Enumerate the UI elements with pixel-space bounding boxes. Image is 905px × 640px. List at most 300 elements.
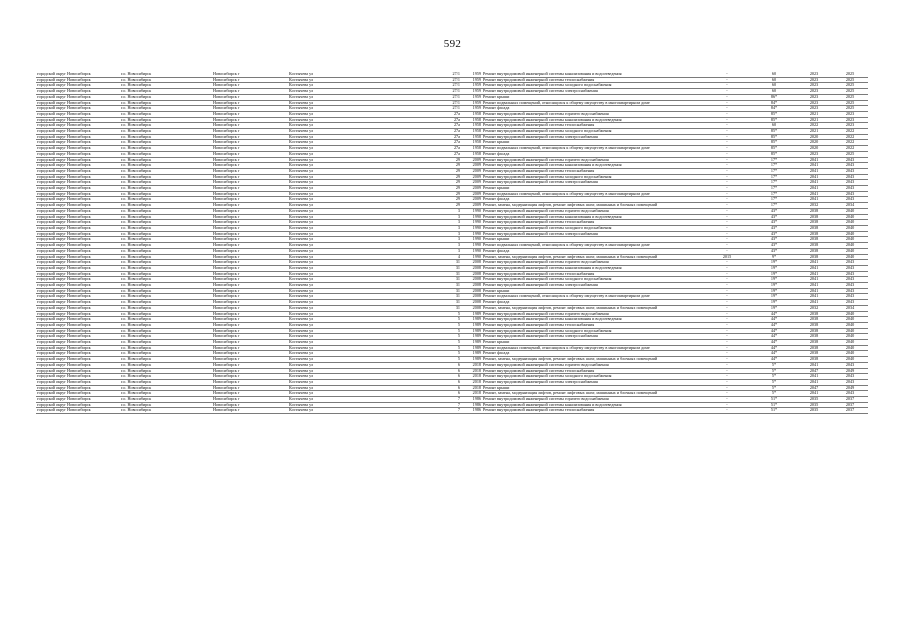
plan-end-year-cell: 2025 [832,106,868,112]
last-repair-year-cell: - [702,408,752,414]
work-type-cell: Ремонт внутридомовой инженерной системы электроснабжения [482,334,702,340]
settlement-cell: г.о. Новосибирск [120,305,212,311]
municipality-cell: городской округ Новосибирск [36,317,120,323]
wear-percent-cell: 17* [752,157,796,163]
build-year-cell: 1986 [461,408,482,414]
work-type-cell: Ремонт внутридомовой инженерной системы электроснабжения [482,180,702,186]
municipality-cell: городской округ Новосибирск [36,83,120,89]
house-number-cell: 29 [418,168,461,174]
municipality-cell: городской округ Новосибирск [36,225,120,231]
street-cell: Костычева ул [288,385,418,391]
work-type-cell: Ремонт внутридомовой инженерной системы электроснабжения [482,89,702,95]
settlement-cell: г.о. Новосибирск [120,203,212,209]
city-cell: Новосибирск г [212,243,288,249]
settlement-cell: г.о. Новосибирск [120,123,212,129]
house-number-cell: 27а [418,146,461,152]
settlement-cell: г.о. Новосибирск [120,402,212,408]
street-cell: Костычева ул [288,123,418,129]
settlement-cell: г.о. Новосибирск [120,243,212,249]
settlement-cell: г.о. Новосибирск [120,220,212,226]
city-cell: Новосибирск г [212,340,288,346]
last-repair-year-cell: - [702,220,752,226]
city-cell: Новосибирск г [212,328,288,334]
house-number-cell: 29 [418,203,461,209]
street-cell: Костычева ул [288,134,418,140]
city-cell: Новосибирск г [212,391,288,397]
wear-percent-cell: 60 [752,72,796,77]
plan-end-year-cell: 2043 [832,265,868,271]
plan-end-year-cell: 2043 [832,260,868,266]
street-cell: Костычева ул [288,72,418,77]
work-type-cell: Ремонт фасада [482,151,702,157]
street-cell: Костычева ул [288,277,418,283]
plan-start-year-cell: 2041 [796,191,832,197]
house-number-cell: 5 [418,351,461,357]
house-number-cell: 27а [418,123,461,129]
work-type-cell: Ремонт внутридомовой инженерной системы холодного водоснабжения [482,277,702,283]
plan-start-year-cell: 2023 [796,72,832,77]
plan-start-year-cell: 2038 [796,214,832,220]
city-cell: Новосибирск г [212,379,288,385]
plan-start-year-cell: 2041 [796,277,832,283]
plan-end-year-cell: 2043 [832,174,868,180]
plan-end-year-cell: 2043 [832,391,868,397]
city-cell: Новосибирск г [212,174,288,180]
settlement-cell: г.о. Новосибирск [120,197,212,203]
municipality-cell: городской округ Новосибирск [36,134,120,140]
plan-start-year-cell: 2035 [796,408,832,414]
city-cell: Новосибирск г [212,248,288,254]
wear-percent-cell: 17* [752,191,796,197]
plan-end-year-cell: 2043 [832,191,868,197]
work-type-cell: Ремонт, замена, модернизация лифтов, ремонт лифтовых шахт, машинных и блочных помещений [482,357,702,363]
work-type-cell: Ремонт внутридомовой инженерной системы холодного водоснабжения [482,174,702,180]
last-repair-year-cell: - [702,288,752,294]
plan-start-year-cell: 2041 [796,157,832,163]
wear-percent-cell: 19* [752,305,796,311]
build-year-cell: 1989 [461,322,482,328]
settlement-cell: г.о. Новосибирск [120,191,212,197]
city-cell: Новосибирск г [212,100,288,106]
municipality-cell: городской округ Новосибирск [36,408,120,414]
house-number-cell: 6 [418,391,461,397]
street-cell: Костычева ул [288,140,418,146]
plan-end-year-cell: 2025 [832,77,868,83]
city-cell: Новосибирск г [212,225,288,231]
settlement-cell: г.о. Новосибирск [120,288,212,294]
build-year-cell: 1959 [461,100,482,106]
settlement-cell: г.о. Новосибирск [120,225,212,231]
city-cell: Новосибирск г [212,129,288,135]
wear-percent-cell: 44* [752,311,796,317]
house-number-cell: 31 [418,305,461,311]
build-year-cell: 2009 [461,180,482,186]
city-cell: Новосибирск г [212,163,288,169]
wear-percent-cell: 43* [752,237,796,243]
plan-end-year-cell: 2043 [832,283,868,289]
city-cell: Новосибирск г [212,117,288,123]
build-year-cell: 1990 [461,237,482,243]
last-repair-year-cell: - [702,345,752,351]
street-cell: Костычева ул [288,248,418,254]
municipality-cell: городской округ Новосибирск [36,77,120,83]
settlement-cell: г.о. Новосибирск [120,340,212,346]
wear-percent-cell: 85* [752,111,796,117]
street-cell: Костычева ул [288,243,418,249]
house-number-cell: 27а [418,129,461,135]
street-cell: Костычева ул [288,203,418,209]
plan-start-year-cell: 2038 [796,231,832,237]
municipality-cell: городской округ Новосибирск [36,174,120,180]
work-type-cell: Ремонт внутридомовой инженерной системы канализования и водоотведения [482,117,702,123]
municipality-cell: городской округ Новосибирск [36,294,120,300]
city-cell: Новосибирск г [212,89,288,95]
street-cell: Костычева ул [288,254,418,260]
house-number-cell: 27/1 [418,72,461,77]
last-repair-year-cell: - [702,208,752,214]
build-year-cell: 2008 [461,260,482,266]
build-year-cell: 2009 [461,163,482,169]
city-cell: Новосибирск г [212,402,288,408]
build-year-cell: 2008 [461,277,482,283]
house-number-cell: 5 [418,345,461,351]
plan-start-year-cell: 2023 [796,89,832,95]
plan-start-year-cell: 2021 [796,117,832,123]
build-year-cell: 1989 [461,334,482,340]
build-year-cell: 1958 [461,151,482,157]
municipality-cell: городской округ Новосибирск [36,311,120,317]
plan-start-year-cell: 2021 [796,111,832,117]
work-type-cell: Ремонт подвальных помещений, относящихся к общему имуществу в многоквартирном доме [482,146,702,152]
plan-start-year-cell: 2041 [796,260,832,266]
house-number-cell: 31 [418,260,461,266]
municipality-cell: городской округ Новосибирск [36,271,120,277]
street-cell: Костычева ул [288,168,418,174]
wear-percent-cell: 44* [752,334,796,340]
plan-start-year-cell: 2038 [796,345,832,351]
work-type-cell: Ремонт внутридомовой инженерной системы холодного водоснабжения [482,129,702,135]
settlement-cell: г.о. Новосибирск [120,129,212,135]
municipality-cell: городской округ Новосибирск [36,117,120,123]
last-repair-year-cell: - [702,351,752,357]
house-number-cell: 27/1 [418,83,461,89]
last-repair-year-cell: - [702,368,752,374]
plan-end-year-cell: 2040 [832,237,868,243]
house-number-cell: 7 [418,402,461,408]
build-year-cell: 1990 [461,208,482,214]
wear-percent-cell: 85* [752,146,796,152]
work-type-cell: Ремонт крыши [482,237,702,243]
street-cell: Костычева ул [288,191,418,197]
wear-percent-cell: 84* [752,100,796,106]
plan-start-year-cell: 2023 [796,106,832,112]
city-cell: Новосибирск г [212,334,288,340]
wear-percent-cell: 19* [752,294,796,300]
build-year-cell: 1958 [461,140,482,146]
work-type-cell: Ремонт подвальных помещений, относящихся к общему имуществу в многоквартирном доме [482,100,702,106]
plan-end-year-cell: 2049 [832,368,868,374]
house-number-cell: 31 [418,300,461,306]
last-repair-year-cell: - [702,72,752,77]
build-year-cell: 1958 [461,146,482,152]
plan-end-year-cell: 2040 [832,248,868,254]
build-year-cell: 1990 [461,254,482,260]
municipality-cell: городской округ Новосибирск [36,322,120,328]
settlement-cell: г.о. Новосибирск [120,106,212,112]
work-type-cell: Ремонт подвальных помещений, относящихся к общему имуществу в многоквартирном доме [482,243,702,249]
plan-start-year-cell: 2041 [796,180,832,186]
street-cell: Костычева ул [288,146,418,152]
build-year-cell: 2009 [461,157,482,163]
work-type-cell: Ремонт внутридомовой инженерной системы канализования и водоотведения [482,402,702,408]
plan-end-year-cell: 2040 [832,208,868,214]
plan-end-year-cell: 2025 [832,100,868,106]
plan-start-year-cell: 2038 [796,340,832,346]
plan-end-year-cell: 2040 [832,231,868,237]
work-type-cell: Ремонт внутридомовой инженерной системы холодного водоснабжения [482,225,702,231]
municipality-cell: городской округ Новосибирск [36,146,120,152]
plan-end-year-cell: 2043 [832,300,868,306]
plan-end-year-cell: 2034 [832,203,868,209]
settlement-cell: г.о. Новосибирск [120,265,212,271]
build-year-cell: 2009 [461,174,482,180]
house-number-cell: 27а [418,134,461,140]
plan-end-year-cell: 2043 [832,168,868,174]
build-year-cell: 2009 [461,197,482,203]
plan-start-year-cell: 2020 [796,134,832,140]
plan-start-year-cell: 2038 [796,317,832,323]
house-number-cell: 3 [418,220,461,226]
last-repair-year-cell: - [702,260,752,266]
city-cell: Новосибирск г [212,271,288,277]
municipality-cell: городской округ Новосибирск [36,129,120,135]
settlement-cell: г.о. Новосибирск [120,254,212,260]
municipality-cell: городской округ Новосибирск [36,288,120,294]
plan-start-year-cell: 2041 [796,271,832,277]
work-type-cell: Ремонт внутридомовой инженерной системы холодного водоснабжения [482,83,702,89]
plan-end-year-cell: 2043 [832,197,868,203]
wear-percent-cell: 19* [752,288,796,294]
city-cell: Новосибирск г [212,72,288,77]
plan-end-year-cell: 2040 [832,254,868,260]
municipality-cell: городской округ Новосибирск [36,260,120,266]
work-type-cell: Ремонт внутридомовой инженерной системы канализования и водоотведения [482,72,702,77]
plan-start-year-cell: 2038 [796,322,832,328]
wear-percent-cell: 85* [752,151,796,157]
street-cell: Костычева ул [288,391,418,397]
plan-start-year-cell: 2038 [796,220,832,226]
work-type-cell: Ремонт фасада [482,106,702,112]
build-year-cell: 1990 [461,231,482,237]
wear-percent-cell: 85* [752,140,796,146]
wear-percent-cell: 44* [752,351,796,357]
wear-percent-cell: 17* [752,163,796,169]
house-number-cell: 31 [418,271,461,277]
house-number-cell: 3 [418,237,461,243]
street-cell: Костычева ул [288,351,418,357]
settlement-cell: г.о. Новосибирск [120,408,212,414]
last-repair-year-cell: - [702,157,752,163]
settlement-cell: г.о. Новосибирск [120,89,212,95]
house-number-cell: 29 [418,197,461,203]
work-type-cell: Ремонт внутридомовой инженерной системы горячего водоснабжения [482,208,702,214]
settlement-cell: г.о. Новосибирск [120,385,212,391]
street-cell: Костычева ул [288,77,418,83]
table-row [36,408,868,414]
settlement-cell: г.о. Новосибирск [120,283,212,289]
municipality-cell: городской округ Новосибирск [36,248,120,254]
house-number-cell: 4 [418,254,461,260]
municipality-cell: городской округ Новосибирск [36,397,120,403]
settlement-cell: г.о. Новосибирск [120,157,212,163]
last-repair-year-cell: - [702,322,752,328]
build-year-cell: 1959 [461,83,482,89]
plan-end-year-cell: 2040 [832,317,868,323]
house-number-cell: 3 [418,231,461,237]
last-repair-year-cell: - [702,362,752,368]
last-repair-year-cell: - [702,214,752,220]
work-type-cell: Ремонт внутридомовой инженерной системы теплоснабжения [482,271,702,277]
municipality-cell: городской округ Новосибирск [36,180,120,186]
street-cell: Костычева ул [288,94,418,100]
house-number-cell: 29 [418,163,461,169]
street-cell: Костычева ул [288,300,418,306]
municipality-cell: городской округ Новосибирск [36,231,120,237]
last-repair-year-cell: - [702,300,752,306]
work-type-cell: Ремонт фасада [482,197,702,203]
plan-end-year-cell: 2037 [832,402,868,408]
city-cell: Новосибирск г [212,408,288,414]
build-year-cell: 1958 [461,129,482,135]
house-number-cell: 6 [418,385,461,391]
street-cell: Костычева ул [288,174,418,180]
settlement-cell: г.о. Новосибирск [120,208,212,214]
build-year-cell: 2008 [461,294,482,300]
municipality-cell: городской округ Новосибирск [36,334,120,340]
municipality-cell: городской округ Новосибирск [36,208,120,214]
settlement-cell: г.о. Новосибирск [120,345,212,351]
build-year-cell: 2008 [461,271,482,277]
work-type-cell: Ремонт крыши [482,94,702,100]
settlement-cell: г.о. Новосибирск [120,111,212,117]
work-type-cell: Ремонт внутридомовой инженерной системы теплоснабжения [482,123,702,129]
street-cell: Костычева ул [288,220,418,226]
repair-schedule-table [36,72,868,414]
wear-percent-cell: 84* [752,106,796,112]
street-cell: Костычева ул [288,237,418,243]
build-year-cell: 2008 [461,305,482,311]
city-cell: Новосибирск г [212,106,288,112]
house-number-cell: 3 [418,214,461,220]
wear-percent-cell: 19* [752,300,796,306]
work-type-cell: Ремонт внутридомовой инженерной системы горячего водоснабжения [482,157,702,163]
plan-start-year-cell: 2021 [796,129,832,135]
municipality-cell: городской округ Новосибирск [36,191,120,197]
build-year-cell: 2009 [461,203,482,209]
build-year-cell: 2008 [461,288,482,294]
settlement-cell: г.о. Новосибирск [120,357,212,363]
city-cell: Новосибирск г [212,294,288,300]
municipality-cell: городской округ Новосибирск [36,72,120,77]
settlement-cell: г.о. Новосибирск [120,151,212,157]
plan-end-year-cell: 2025 [832,83,868,89]
municipality-cell: городской округ Новосибирск [36,340,120,346]
city-cell: Новосибирск г [212,351,288,357]
last-repair-year-cell: - [702,231,752,237]
street-cell: Костычева ул [288,106,418,112]
house-number-cell: 3 [418,248,461,254]
house-number-cell: 27/1 [418,89,461,95]
last-repair-year-cell: - [702,129,752,135]
plan-end-year-cell: 2023 [832,117,868,123]
plan-end-year-cell: 2040 [832,340,868,346]
plan-start-year-cell: 2041 [796,163,832,169]
street-cell: Костычева ул [288,374,418,380]
plan-end-year-cell: 2040 [832,345,868,351]
wear-percent-cell: 44* [752,317,796,323]
build-year-cell: 2018 [461,385,482,391]
street-cell: Костычева ул [288,311,418,317]
wear-percent-cell: 5* [752,391,796,397]
house-number-cell: 6 [418,374,461,380]
plan-end-year-cell: 2034 [832,305,868,311]
plan-start-year-cell: 2041 [796,294,832,300]
plan-start-year-cell: 2038 [796,208,832,214]
plan-end-year-cell: 2040 [832,225,868,231]
settlement-cell: г.о. Новосибирск [120,72,212,77]
plan-start-year-cell: 2041 [796,168,832,174]
wear-percent-cell: 60 [752,123,796,129]
municipality-cell: городской округ Новосибирск [36,305,120,311]
municipality-cell: городской округ Новосибирск [36,277,120,283]
last-repair-year-cell: - [702,397,752,403]
municipality-cell: городской округ Новосибирск [36,283,120,289]
build-year-cell: 1958 [461,117,482,123]
city-cell: Новосибирск г [212,260,288,266]
wear-percent-cell: 17* [752,186,796,192]
plan-end-year-cell: 2023 [832,123,868,129]
street-cell: Костычева ул [288,322,418,328]
wear-percent-cell: 86* [752,94,796,100]
house-number-cell: 31 [418,283,461,289]
wear-percent-cell: 17* [752,174,796,180]
city-cell: Новосибирск г [212,305,288,311]
wear-percent-cell: 5* [752,379,796,385]
last-repair-year-cell: - [702,191,752,197]
street-cell: Костычева ул [288,408,418,414]
street-cell: Костычева ул [288,117,418,123]
municipality-cell: городской округ Новосибирск [36,374,120,380]
plan-end-year-cell: 2043 [832,374,868,380]
wear-percent-cell: 17* [752,168,796,174]
municipality-cell: городской округ Новосибирск [36,265,120,271]
city-cell: Новосибирск г [212,180,288,186]
wear-percent-cell: 9* [752,254,796,260]
municipality-cell: городской округ Новосибирск [36,243,120,249]
municipality-cell: городской округ Новосибирск [36,379,120,385]
build-year-cell: 2018 [461,368,482,374]
plan-start-year-cell: 2038 [796,311,832,317]
work-type-cell: Ремонт фасада [482,248,702,254]
last-repair-year-cell: - [702,100,752,106]
settlement-cell: г.о. Новосибирск [120,391,212,397]
house-number-cell: 27а [418,151,461,157]
wear-percent-cell: 43* [752,248,796,254]
plan-start-year-cell: 2032 [796,203,832,209]
last-repair-year-cell: - [702,168,752,174]
plan-end-year-cell: 2040 [832,322,868,328]
plan-end-year-cell: 2043 [832,362,868,368]
